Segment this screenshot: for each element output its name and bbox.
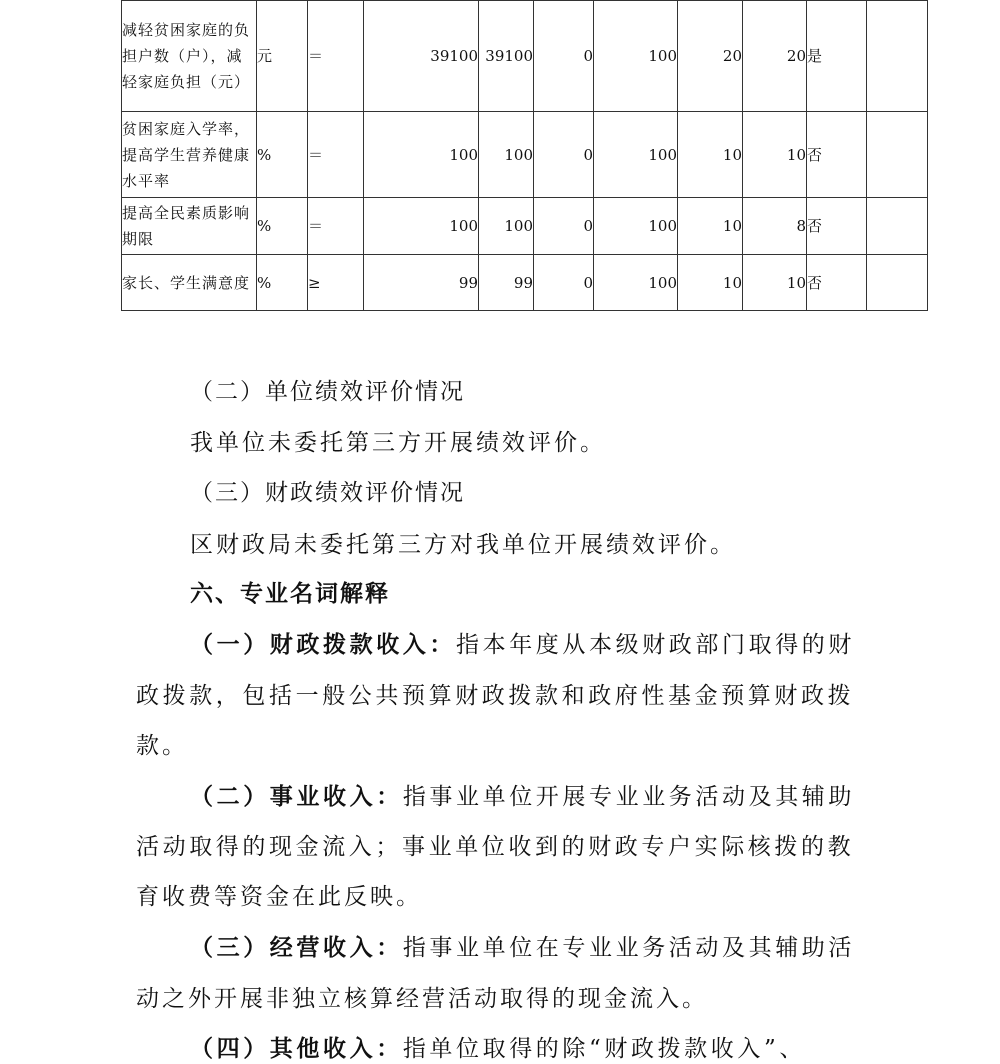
value-cell: 10 xyxy=(678,255,743,311)
term4-line1: 指单位取得的除“财政拨款收入”、 xyxy=(402,1036,806,1062)
value-cell: 39100 xyxy=(479,1,534,112)
unit-cell: % xyxy=(257,255,308,311)
value-cell: 39100 xyxy=(364,1,479,112)
value-cell: 99 xyxy=(364,255,479,311)
flag-cell: 否 xyxy=(807,255,867,311)
value-cell: 100 xyxy=(594,255,678,311)
symbol-cell: ＝ xyxy=(308,112,364,198)
unit-cell: 元 xyxy=(257,1,308,112)
value-cell: 0 xyxy=(534,255,594,311)
value-cell: 10 xyxy=(678,198,743,255)
value-cell: 10 xyxy=(743,255,807,311)
table-row xyxy=(122,255,928,311)
note-cell xyxy=(867,255,928,311)
value-cell: 0 xyxy=(534,1,594,112)
term1-label: （一）财政拨款收入： xyxy=(190,631,456,658)
finance-eval-text: 区财政局未委托第三方对我单位开展绩效评价。 xyxy=(190,532,736,558)
value-cell: 0 xyxy=(534,112,594,198)
table-row xyxy=(122,198,928,255)
unit-cell: % xyxy=(257,198,308,255)
term4-label: （四）其他收入： xyxy=(190,1035,403,1062)
performance-table-render xyxy=(121,0,928,311)
value-cell: 100 xyxy=(479,198,534,255)
flag-cell: 否 xyxy=(807,198,867,255)
term2-line3: 育收费等资金在此反映。 xyxy=(136,884,422,910)
value-cell: 99 xyxy=(479,255,534,311)
flag-cell: 是 xyxy=(807,1,867,112)
term1-paragraph xyxy=(190,630,855,660)
symbol-cell: ＝ xyxy=(308,198,364,255)
term3-label: （三）经营收入： xyxy=(190,934,403,961)
flag-cell: 否 xyxy=(807,112,867,198)
value-cell: 10 xyxy=(743,112,807,198)
value-cell: 0 xyxy=(534,198,594,255)
term1-line1: 指本年度从本级财政部门取得的财 xyxy=(456,632,855,658)
terms-heading: 六、专业名词解释 xyxy=(190,580,390,607)
value-cell: 100 xyxy=(594,1,678,112)
value-cell: 20 xyxy=(743,1,807,112)
note-cell xyxy=(867,112,928,198)
term1-line2: 政拨款，包括一般公共预算财政拨款和政府性基金预算财政拨 xyxy=(136,683,855,709)
term3-paragraph xyxy=(190,933,855,963)
unit-eval-heading: （二）单位绩效评价情况 xyxy=(190,379,465,405)
unit-cell: % xyxy=(257,112,308,198)
value-cell: 100 xyxy=(479,112,534,198)
value-cell: 20 xyxy=(678,1,743,112)
symbol-cell: ＝ xyxy=(308,1,364,112)
value-cell: 100 xyxy=(594,198,678,255)
table-row xyxy=(122,1,928,112)
table-row xyxy=(122,112,928,198)
term3-line2: 动之外开展非独立核算经营活动取得的现金流入。 xyxy=(136,986,708,1012)
value-cell: 100 xyxy=(594,112,678,198)
indicator-cell: 家长、学生满意度 xyxy=(122,255,257,311)
unit-eval-text: 我单位未委托第三方开展绩效评价。 xyxy=(190,430,606,456)
value-cell: 10 xyxy=(678,112,743,198)
value-cell: 100 xyxy=(364,198,479,255)
indicator-cell: 提高全民素质影响期限 xyxy=(122,198,257,255)
term3-line1: 指事业单位在专业业务活动及其辅助活 xyxy=(402,935,856,961)
term1-line3: 款。 xyxy=(136,733,188,759)
value-cell: 8 xyxy=(743,198,807,255)
indicator-cell: 贫困家庭入学率，提高学生营养健康水平率 xyxy=(122,112,257,198)
term2-line1: 指事业单位开展专业业务活动及其辅助 xyxy=(402,784,856,810)
term2-paragraph xyxy=(190,782,855,812)
indicator-cell: 减轻贫困家庭的负担户数（户），减轻家庭负担（元） xyxy=(122,1,257,112)
value-cell: 100 xyxy=(364,112,479,198)
note-cell xyxy=(867,198,928,255)
term2-line2: 活动取得的现金流入；事业单位收到的财政专户实际核拨的教 xyxy=(136,834,855,860)
symbol-cell: ≥ xyxy=(308,255,364,311)
note-cell xyxy=(867,1,928,112)
finance-eval-heading: （三）财政绩效评价情况 xyxy=(190,480,465,506)
term2-label: （二）事业收入： xyxy=(190,783,403,810)
term4-paragraph xyxy=(190,1034,806,1064)
